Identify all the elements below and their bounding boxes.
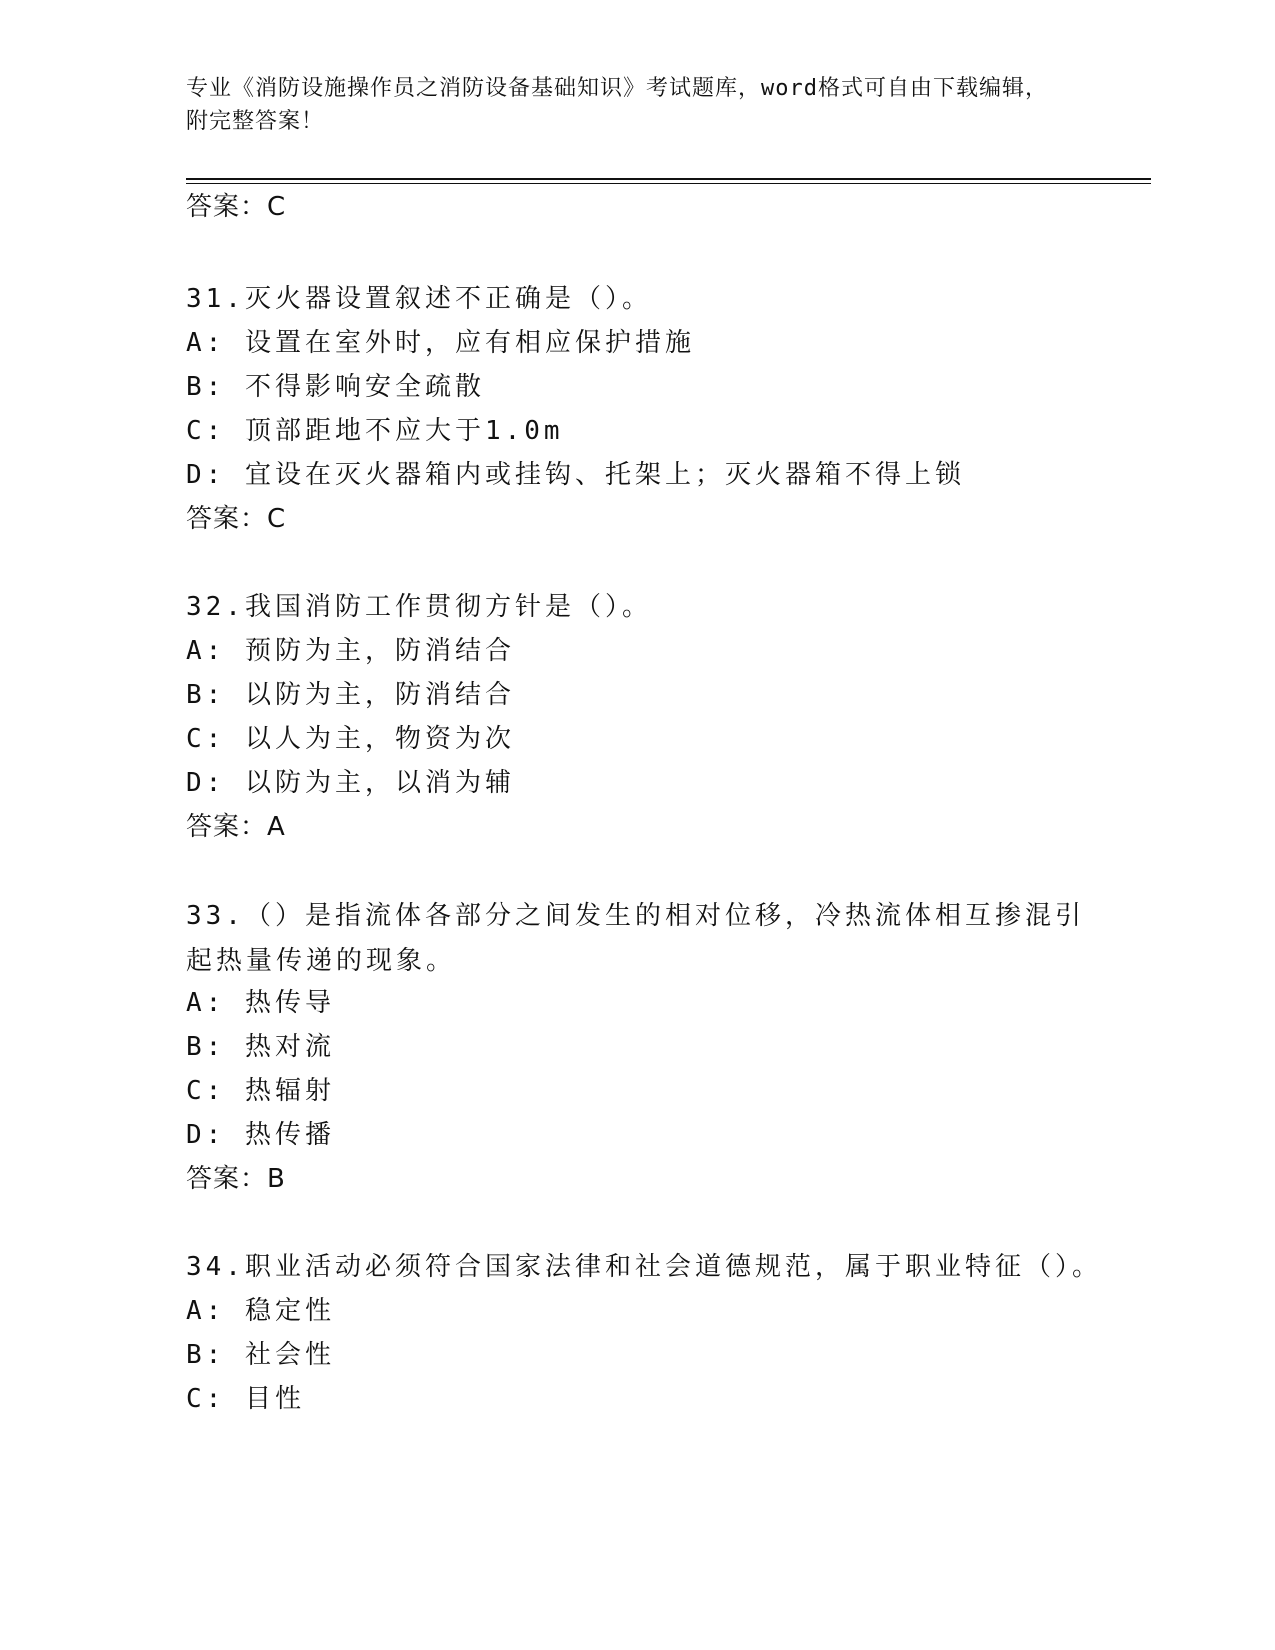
option-b: B: 不得影响安全疏散 (186, 372, 485, 402)
answer-line: 答案：A (186, 812, 286, 842)
option-c: C: 目性 (186, 1384, 305, 1414)
option-a: A: 设置在室外时，应有相应保护措施 (186, 328, 695, 358)
header-divider (186, 178, 1151, 180)
option-d: D: 热传播 (186, 1120, 335, 1150)
header-divider-thin (186, 183, 1151, 184)
question-stem: 31.灭火器设置叙述不正确是（）。 (186, 284, 652, 314)
option-d: D: 以防为主，以消为辅 (186, 768, 515, 798)
option-b: B: 以防为主，防消结合 (186, 680, 515, 710)
answer-line: 答案：C (186, 192, 287, 222)
option-b: B: 热对流 (186, 1032, 335, 1062)
question-stem: 33.（）是指流体各部分之间发生的相对位移，冷热流体相互掺混引起热量传递的现象。 (186, 901, 1085, 976)
option-c: C: 顶部距地不应大于1.0m (186, 416, 564, 446)
answer-line: 答案：C (186, 504, 287, 534)
option-a: A: 稳定性 (186, 1296, 335, 1326)
option-b: B: 社会性 (186, 1340, 335, 1370)
question-stem: 32.我国消防工作贯彻方针是（）。 (186, 592, 652, 622)
answer-line: 答案：B (186, 1164, 286, 1194)
document-header: 专业《消防设施操作员之消防设备基础知识》考试题库，word格式可自由下载编辑，附完整答案！ (186, 76, 1048, 134)
option-c: C: 以人为主，物资为次 (186, 724, 515, 754)
option-a: A: 预防为主，防消结合 (186, 636, 515, 666)
question-stem: 34.职业活动必须符合国家法律和社会道德规范，属于职业特征（）。 (186, 1252, 1102, 1282)
option-c: C: 热辐射 (186, 1076, 335, 1106)
option-d: D: 宜设在灭火器箱内或挂钩、托架上；灭火器箱不得上锁 (186, 460, 965, 490)
option-a: A: 热传导 (186, 988, 335, 1018)
